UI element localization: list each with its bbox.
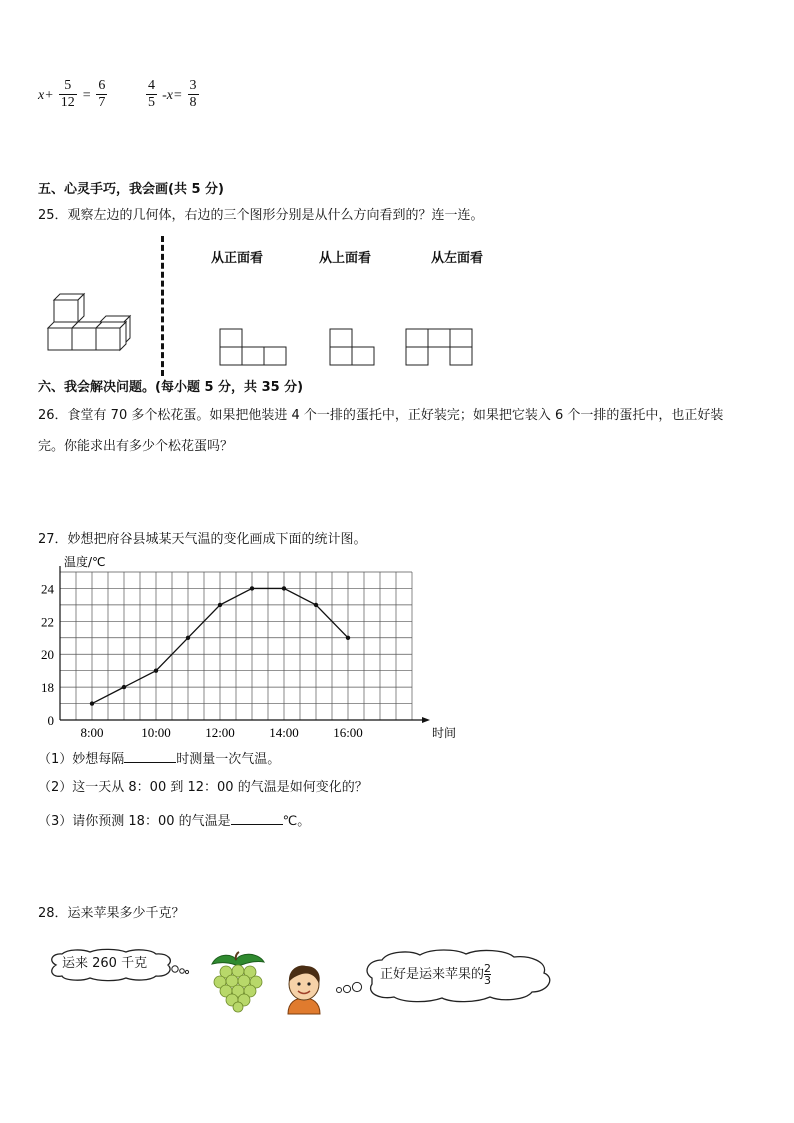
eq1-denominator: 12 [60, 95, 75, 110]
y-tick-label: 20 [41, 647, 54, 663]
bubble2-denominator: 3 [484, 974, 492, 987]
view-label-left: 从左面看 [431, 251, 484, 266]
bubble2-label: 正好是运来苹果的 [380, 967, 485, 982]
equation-2 [146, 78, 199, 111]
eq2-right-numerator: 3 [189, 78, 197, 93]
eq2-denominator: 5 [148, 95, 155, 110]
question-27: 27．妙想把府谷县城某天气温的变化画成下面的统计图。 [38, 532, 367, 547]
q27-3-blank[interactable] [231, 810, 283, 825]
view-shape-2 [329, 328, 377, 368]
data-point [90, 701, 94, 705]
dashed-divider [161, 236, 164, 376]
y-axis-label: 温度/℃ [64, 555, 106, 569]
q27-1-blank[interactable] [124, 748, 176, 763]
eq1-numerator: 5 [59, 78, 77, 95]
x-axis-arrow [422, 717, 430, 723]
bubble2-fraction [484, 963, 491, 986]
data-point [122, 685, 126, 689]
q27-3-suffix: ℃。 [282, 814, 311, 829]
view-label-front: 从正面看 [211, 251, 264, 266]
cube-solid-figure [44, 290, 140, 352]
eq1-fraction [59, 78, 77, 111]
question-26-line1: 26．食堂有 70 多个松花蛋。如果把他装进 4 个一排的蛋托中，正好装完；如果把它装入 6 个一排的蛋托中，也正好装 [38, 408, 724, 423]
x-tick-label: 14:00 [269, 725, 299, 740]
boy-avatar-icon [280, 962, 328, 1014]
eq2-fraction [146, 78, 157, 111]
eq1-equals: = [81, 88, 92, 103]
grapes-icon [204, 950, 270, 1012]
speech-bubble-2-text [380, 963, 491, 986]
eq1-left: x+ [38, 88, 54, 103]
data-point [250, 586, 254, 590]
q27-1-prefix: （1）妙想每隔 [38, 752, 125, 767]
eq2-right-denominator: 8 [189, 95, 197, 110]
eq1-right-fraction [96, 78, 107, 111]
question-26-line2: 完。你能求出有多少个松花蛋吗？ [38, 439, 234, 454]
question-25: 25．观察左边的几何体，右边的三个图形分别是从什么方向看到的？连一连。 [38, 208, 484, 223]
data-point [154, 668, 158, 672]
x-axis-label: 时间 [432, 726, 457, 740]
view-label-top: 从上面看 [319, 251, 372, 266]
data-point [346, 636, 350, 640]
eq1-right-numerator: 6 [98, 78, 106, 93]
equation-1 [38, 78, 107, 111]
bubble2-numerator: 2 [484, 962, 492, 975]
x-tick-label: 12:00 [205, 725, 235, 740]
q27-3-prefix: （3）请你预测 18：00 的气温是 [38, 814, 231, 829]
view-shape-1 [219, 328, 289, 368]
temperature-line-chart [30, 552, 457, 747]
y-tick-label: 0 [47, 713, 54, 728]
eq2-middle: -x= [162, 88, 183, 103]
data-point [314, 603, 318, 607]
eq2-numerator: 4 [148, 78, 155, 93]
x-tick-label: 16:00 [333, 725, 363, 740]
x-tick-label: 8:00 [80, 725, 104, 740]
y-tick-label: 22 [41, 614, 54, 630]
data-point [282, 586, 286, 590]
y-tick-label: 18 [41, 680, 54, 696]
question-27-3 [38, 810, 310, 832]
speech-bubble-1-text: 运来 260 千克 [62, 956, 148, 971]
question-28: 28．运来苹果多少千克？ [38, 906, 185, 921]
x-tick-label: 10:00 [141, 725, 171, 740]
y-tick-label: 24 [41, 581, 54, 597]
q27-1-suffix: 时测量一次气温。 [176, 752, 281, 767]
view-shape-3 [405, 328, 475, 368]
eq1-right-denominator: 7 [98, 95, 106, 110]
question-27-1 [38, 748, 280, 770]
data-point [186, 636, 190, 640]
question-27-2: （2）这一天从 8：00 到 12：00 的气温是如何变化的？ [38, 780, 368, 795]
eq2-right-fraction [188, 78, 199, 111]
data-point [218, 603, 222, 607]
section6-heading: 六、我会解决问题。(每小题 5 分，共 35 分) [38, 380, 304, 395]
section5-heading: 五、心灵手巧，我会画(共 5 分) [38, 182, 224, 197]
